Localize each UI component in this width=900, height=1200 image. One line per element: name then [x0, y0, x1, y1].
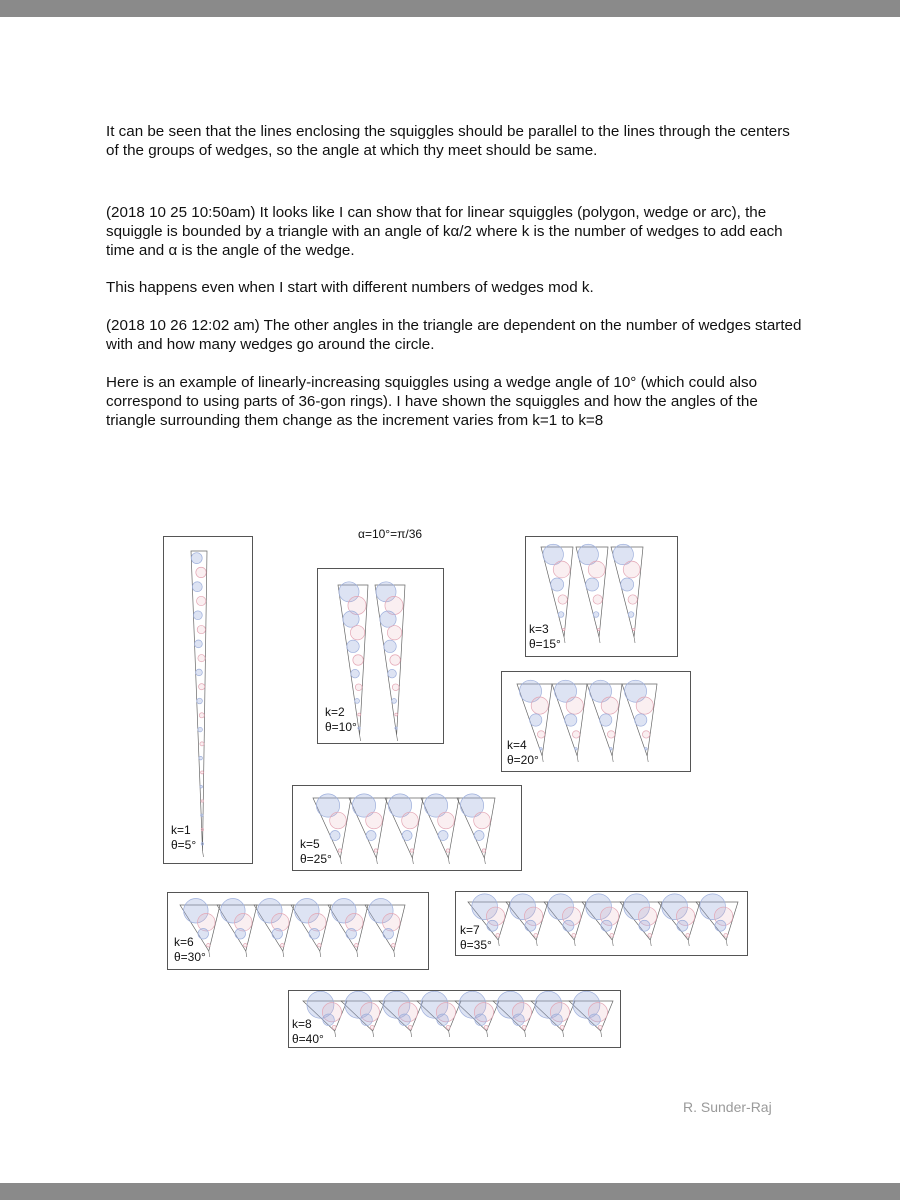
squiggle-triangle [349, 794, 387, 864]
squiggle-drawing-k1 [164, 537, 252, 863]
panel-k7 [455, 891, 748, 956]
squiggle-triangle [379, 991, 423, 1037]
panel-k2 [317, 568, 444, 744]
squiggle-triangle [658, 894, 700, 946]
theta-value: θ=35° [460, 938, 492, 952]
squiggle-triangle [696, 894, 738, 946]
squiggle-triangle [576, 544, 608, 643]
squiggle-triangle [328, 899, 368, 958]
theta-value: θ=30° [174, 950, 206, 964]
k-value: k=1 [171, 823, 191, 837]
squiggle-triangle [544, 894, 586, 946]
squiggle-triangle [620, 894, 662, 946]
theta-value: θ=40° [292, 1032, 324, 1046]
squiggle-triangle [531, 991, 575, 1037]
squiggle-triangle [582, 894, 624, 946]
k-label-k8 [292, 1017, 324, 1047]
k-label-k7 [460, 923, 492, 953]
panel-k3 [525, 536, 678, 657]
alpha-label: α=10°=π/36 [358, 527, 423, 541]
k-label-k6 [174, 935, 206, 965]
k-value: k=5 [300, 837, 320, 851]
squiggle-triangle [375, 582, 405, 741]
paragraph-2: (2018 10 25 10:50am) It looks like I can show that for linear squiggles (polygon, wedge or arc), the squiggle is bounded by a triangle with an angle of kα/2 where k is the number of wedges to add each time and α is the angle of the wedge. [106, 204, 783, 259]
k-label-k2 [325, 705, 357, 735]
panel-k6 [167, 892, 429, 970]
squiggle-triangle [421, 794, 459, 864]
panel-k4 [501, 671, 691, 772]
squiggle-triangle [587, 680, 622, 762]
squiggle-triangle [254, 899, 294, 958]
k-label-k1 [171, 823, 196, 853]
top-bar [0, 0, 900, 17]
squiggle-drawing-k7 [456, 892, 747, 955]
paragraph-5: Here is an example of linearly-increasing squiggles using a wedge angle of 10° (which could also correspond to using parts of 36-gon rings). I have shown the squiggles and how the angles of the triangle surrounding them change as the increment varies from k=1 to k=8 [106, 374, 758, 429]
squiggle-triangle [385, 794, 423, 864]
squiggle-triangle [569, 991, 613, 1037]
squiggle-triangle [457, 794, 495, 864]
squiggle-triangle [365, 899, 405, 958]
k-value: k=2 [325, 705, 345, 719]
squiggle-triangle [611, 544, 643, 643]
theta-value: θ=5° [171, 838, 197, 852]
theta-value: θ=20° [507, 753, 539, 767]
squiggle-triangle [506, 894, 548, 946]
squiggle-drawing-k8 [289, 991, 620, 1047]
k-label-k4 [507, 738, 539, 768]
theta-value: θ=25° [300, 852, 332, 866]
k-label-k3 [529, 622, 561, 652]
squiggle-triangle [217, 899, 257, 958]
k-value: k=6 [174, 935, 194, 949]
k-value: k=3 [529, 622, 549, 636]
panel-k8 [288, 990, 621, 1048]
squiggle-triangle [622, 680, 657, 762]
squiggle-triangle [493, 991, 537, 1037]
panel-k1 [163, 536, 253, 864]
paragraph-3: This happens even when I start with different numbers of wedges mod k. [106, 279, 594, 296]
squiggle-triangle [552, 680, 587, 762]
author-signature: R. Sunder-Raj [683, 1099, 772, 1115]
bottom-bar [0, 1183, 900, 1200]
theta-value: θ=15° [529, 637, 561, 651]
paragraph-4: (2018 10 26 12:02 am) The other angles in the triangle are dependent on the number of wedges started with and how many wedges go around the circle. [106, 317, 802, 353]
squiggle-drawing-k6 [168, 893, 428, 969]
squiggle-triangle [455, 991, 499, 1037]
squiggle-triangle [341, 991, 385, 1037]
squiggle-triangle [291, 899, 331, 958]
paragraph-1: It can be seen that the lines enclosing the squiggles should be parallel to the lines through the centers of the groups of wedges, so the angle at which thy meet should be same. [106, 123, 790, 159]
panel-k5 [292, 785, 522, 871]
squiggle-triangle [417, 991, 461, 1037]
theta-value: θ=10° [325, 720, 357, 734]
k-value: k=8 [292, 1017, 312, 1031]
k-label-k5 [300, 837, 332, 867]
k-value: k=7 [460, 923, 480, 937]
squiggle-triangle [191, 551, 207, 857]
k-value: k=4 [507, 738, 527, 752]
